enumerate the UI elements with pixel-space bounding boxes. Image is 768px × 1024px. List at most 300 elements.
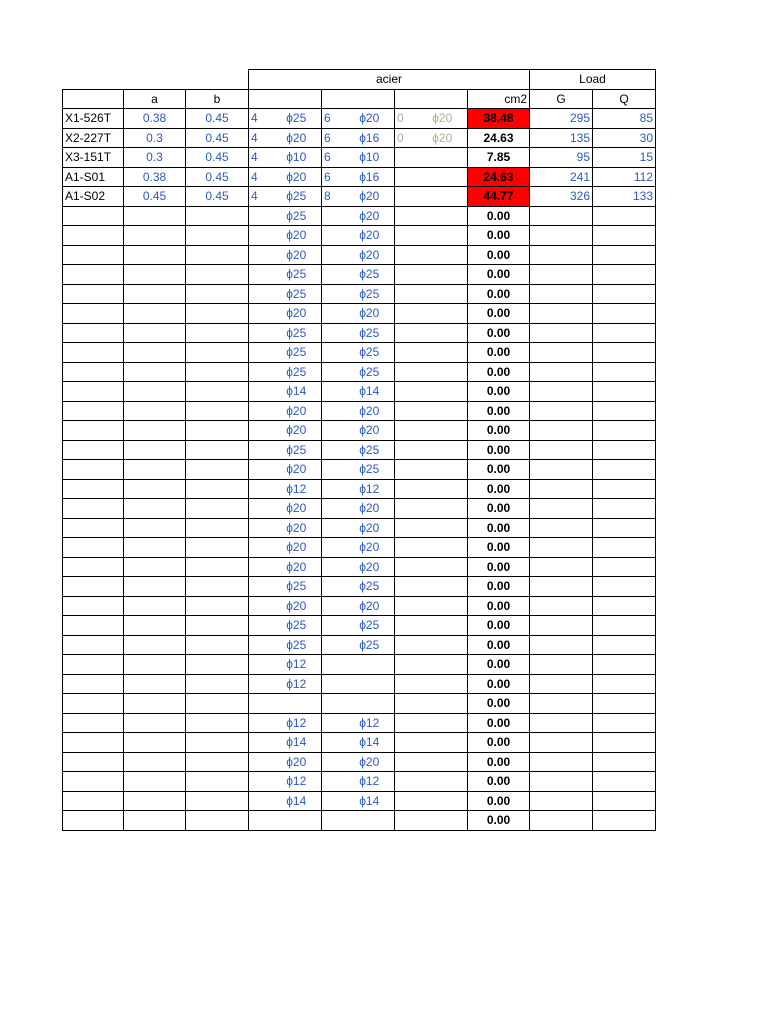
steel-area-cell[interactable]: 0.00	[468, 284, 530, 304]
bar-count-2-cell[interactable]: 6	[322, 128, 345, 148]
load-g-cell[interactable]	[530, 440, 593, 460]
bar-count-2-cell[interactable]	[322, 616, 345, 636]
b-cell[interactable]	[186, 226, 249, 246]
bar-count-2-cell[interactable]	[322, 479, 345, 499]
a-cell[interactable]	[124, 752, 186, 772]
a-cell[interactable]	[124, 499, 186, 519]
name-cell[interactable]	[63, 538, 124, 558]
name-cell[interactable]	[63, 616, 124, 636]
header-cell[interactable]	[395, 89, 418, 109]
load-g-cell[interactable]	[530, 421, 593, 441]
name-cell[interactable]	[63, 655, 124, 675]
b-cell[interactable]	[186, 284, 249, 304]
load-g-cell[interactable]	[530, 362, 593, 382]
bar-diameter-1-cell[interactable]: ϕ20	[272, 538, 322, 558]
bar-diameter-3-cell[interactable]	[418, 421, 468, 441]
steel-area-cell[interactable]: 0.00	[468, 304, 530, 324]
load-q-cell[interactable]	[593, 323, 656, 343]
bar-count-1-cell[interactable]: 4	[249, 109, 272, 129]
bar-diameter-2-cell[interactable]: ϕ25	[345, 362, 395, 382]
bar-diameter-1-cell[interactable]	[272, 811, 322, 831]
load-g-cell[interactable]: 326	[530, 187, 593, 207]
b-cell[interactable]	[186, 577, 249, 597]
bar-diameter-1-cell[interactable]: ϕ20	[272, 752, 322, 772]
load-g-cell[interactable]	[530, 616, 593, 636]
bar-diameter-2-cell[interactable]: ϕ25	[345, 460, 395, 480]
bar-count-1-cell[interactable]	[249, 635, 272, 655]
bar-diameter-3-cell[interactable]	[418, 148, 468, 168]
load-q-cell[interactable]	[593, 518, 656, 538]
bar-diameter-2-cell[interactable]: ϕ25	[345, 440, 395, 460]
bar-diameter-3-cell[interactable]	[418, 518, 468, 538]
b-cell[interactable]: 0.45	[186, 128, 249, 148]
bar-count-2-cell[interactable]	[322, 499, 345, 519]
b-cell[interactable]	[186, 557, 249, 577]
bar-diameter-3-cell[interactable]	[418, 655, 468, 675]
bar-diameter-3-cell[interactable]	[418, 772, 468, 792]
bar-diameter-3-cell[interactable]	[418, 674, 468, 694]
load-q-cell[interactable]	[593, 284, 656, 304]
bar-diameter-3-cell[interactable]	[418, 187, 468, 207]
bar-count-2-cell[interactable]	[322, 772, 345, 792]
bar-diameter-3-cell[interactable]	[418, 226, 468, 246]
a-cell[interactable]	[124, 440, 186, 460]
bar-diameter-3-cell[interactable]	[418, 245, 468, 265]
steel-area-cell[interactable]: 0.00	[468, 674, 530, 694]
bar-diameter-2-cell[interactable]: ϕ20	[345, 421, 395, 441]
steel-area-cell[interactable]: 0.00	[468, 382, 530, 402]
bar-diameter-3-cell[interactable]: ϕ20	[418, 128, 468, 148]
bar-diameter-2-cell[interactable]: ϕ20	[345, 518, 395, 538]
a-cell[interactable]	[124, 616, 186, 636]
load-g-cell[interactable]	[530, 401, 593, 421]
bar-diameter-2-cell[interactable]: ϕ20	[345, 596, 395, 616]
bar-diameter-2-cell[interactable]: ϕ20	[345, 206, 395, 226]
bar-diameter-3-cell[interactable]	[418, 616, 468, 636]
bar-count-1-cell[interactable]: 4	[249, 128, 272, 148]
name-cell[interactable]: X2-227T	[63, 128, 124, 148]
load-q-cell[interactable]	[593, 733, 656, 753]
bar-diameter-1-cell[interactable]: ϕ14	[272, 791, 322, 811]
bar-count-2-cell[interactable]: 6	[322, 109, 345, 129]
bar-count-2-cell[interactable]	[322, 460, 345, 480]
steel-area-cell[interactable]: 0.00	[468, 440, 530, 460]
name-cell[interactable]	[63, 206, 124, 226]
steel-area-cell[interactable]: 38.48	[468, 109, 530, 129]
steel-area-cell[interactable]: 0.00	[468, 401, 530, 421]
name-cell[interactable]	[63, 323, 124, 343]
bar-diameter-3-cell[interactable]	[418, 167, 468, 187]
load-q-cell[interactable]: 112	[593, 167, 656, 187]
bar-diameter-3-cell[interactable]	[418, 343, 468, 363]
bar-diameter-2-cell[interactable]: ϕ12	[345, 479, 395, 499]
load-g-cell[interactable]: 135	[530, 128, 593, 148]
load-g-cell[interactable]	[530, 206, 593, 226]
b-cell[interactable]	[186, 440, 249, 460]
bar-count-1-cell[interactable]	[249, 655, 272, 675]
b-cell[interactable]	[186, 421, 249, 441]
bar-count-2-cell[interactable]	[322, 791, 345, 811]
bar-diameter-1-cell[interactable]: ϕ20	[272, 226, 322, 246]
bar-count-3-cell[interactable]	[395, 655, 418, 675]
b-cell[interactable]	[186, 538, 249, 558]
load-q-cell[interactable]	[593, 674, 656, 694]
bar-diameter-1-cell[interactable]	[272, 694, 322, 714]
a-cell[interactable]	[124, 362, 186, 382]
load-g-cell[interactable]	[530, 577, 593, 597]
bar-diameter-1-cell[interactable]: ϕ25	[272, 187, 322, 207]
bar-diameter-2-cell[interactable]: ϕ20	[345, 226, 395, 246]
load-q-cell[interactable]	[593, 460, 656, 480]
name-cell[interactable]	[63, 421, 124, 441]
name-cell[interactable]	[63, 401, 124, 421]
bar-count-3-cell[interactable]	[395, 343, 418, 363]
a-cell[interactable]	[124, 518, 186, 538]
bar-diameter-1-cell[interactable]: ϕ12	[272, 674, 322, 694]
bar-count-1-cell[interactable]: 4	[249, 167, 272, 187]
bar-diameter-3-cell[interactable]	[418, 401, 468, 421]
bar-diameter-3-cell[interactable]	[418, 811, 468, 831]
load-g-cell[interactable]	[530, 538, 593, 558]
bar-count-2-cell[interactable]: 6	[322, 167, 345, 187]
bar-diameter-1-cell[interactable]: ϕ25	[272, 284, 322, 304]
bar-count-1-cell[interactable]	[249, 616, 272, 636]
bar-count-3-cell[interactable]	[395, 791, 418, 811]
bar-diameter-3-cell[interactable]	[418, 713, 468, 733]
bar-count-2-cell[interactable]	[322, 362, 345, 382]
name-cell[interactable]	[63, 694, 124, 714]
bar-count-3-cell[interactable]	[395, 323, 418, 343]
load-q-cell[interactable]	[593, 616, 656, 636]
bar-diameter-2-cell[interactable]: ϕ25	[345, 284, 395, 304]
load-q-cell[interactable]	[593, 343, 656, 363]
a-cell[interactable]	[124, 811, 186, 831]
steel-area-cell[interactable]: 0.00	[468, 811, 530, 831]
a-cell[interactable]: 0.38	[124, 109, 186, 129]
bar-count-1-cell[interactable]: 4	[249, 187, 272, 207]
bar-diameter-3-cell[interactable]	[418, 733, 468, 753]
bar-diameter-3-cell[interactable]	[418, 694, 468, 714]
bar-count-2-cell[interactable]	[322, 265, 345, 285]
bar-diameter-1-cell[interactable]: ϕ14	[272, 382, 322, 402]
bar-count-3-cell[interactable]	[395, 479, 418, 499]
bar-count-1-cell[interactable]	[249, 791, 272, 811]
bar-diameter-2-cell[interactable]: ϕ20	[345, 752, 395, 772]
name-cell[interactable]	[63, 226, 124, 246]
load-g-cell[interactable]	[530, 304, 593, 324]
name-cell[interactable]	[63, 557, 124, 577]
load-g-cell[interactable]: 295	[530, 109, 593, 129]
bar-count-3-cell[interactable]	[395, 752, 418, 772]
b-cell[interactable]	[186, 733, 249, 753]
bar-count-3-cell[interactable]	[395, 499, 418, 519]
bar-count-2-cell[interactable]	[322, 596, 345, 616]
bar-diameter-1-cell[interactable]: ϕ20	[272, 421, 322, 441]
bar-count-2-cell[interactable]	[322, 382, 345, 402]
steel-area-cell[interactable]: 0.00	[468, 421, 530, 441]
a-cell[interactable]	[124, 713, 186, 733]
b-cell[interactable]	[186, 499, 249, 519]
bar-count-3-cell[interactable]	[395, 148, 418, 168]
bar-diameter-1-cell[interactable]: ϕ12	[272, 479, 322, 499]
a-cell[interactable]	[124, 596, 186, 616]
load-q-cell[interactable]: 30	[593, 128, 656, 148]
name-cell[interactable]	[63, 460, 124, 480]
bar-count-2-cell[interactable]	[322, 538, 345, 558]
header-cell[interactable]	[322, 89, 345, 109]
bar-diameter-3-cell[interactable]	[418, 440, 468, 460]
column-header-b[interactable]: b	[186, 89, 249, 109]
load-g-cell[interactable]	[530, 226, 593, 246]
steel-area-cell[interactable]: 0.00	[468, 538, 530, 558]
bar-count-3-cell[interactable]	[395, 713, 418, 733]
b-cell[interactable]: 0.45	[186, 187, 249, 207]
b-cell[interactable]	[186, 713, 249, 733]
column-header-a[interactable]: a	[124, 89, 186, 109]
bar-count-1-cell[interactable]	[249, 206, 272, 226]
bar-diameter-1-cell[interactable]: ϕ20	[272, 460, 322, 480]
name-cell[interactable]: A1-S01	[63, 167, 124, 187]
steel-area-cell[interactable]: 0.00	[468, 733, 530, 753]
b-cell[interactable]	[186, 596, 249, 616]
load-q-cell[interactable]: 133	[593, 187, 656, 207]
column-header-cm2[interactable]: cm2	[468, 89, 530, 109]
bar-count-3-cell[interactable]	[395, 440, 418, 460]
load-q-cell[interactable]	[593, 694, 656, 714]
bar-count-3-cell[interactable]	[395, 401, 418, 421]
bar-count-2-cell[interactable]	[322, 655, 345, 675]
a-cell[interactable]	[124, 343, 186, 363]
bar-count-1-cell[interactable]	[249, 577, 272, 597]
a-cell[interactable]	[124, 421, 186, 441]
load-g-cell[interactable]	[530, 635, 593, 655]
bar-count-1-cell[interactable]	[249, 596, 272, 616]
bar-count-2-cell[interactable]	[322, 421, 345, 441]
steel-area-cell[interactable]: 24.63	[468, 128, 530, 148]
b-cell[interactable]	[186, 752, 249, 772]
steel-area-cell[interactable]: 0.00	[468, 655, 530, 675]
bar-diameter-2-cell[interactable]: ϕ16	[345, 167, 395, 187]
steel-area-cell[interactable]: 0.00	[468, 713, 530, 733]
bar-diameter-2-cell[interactable]: ϕ20	[345, 109, 395, 129]
bar-count-3-cell[interactable]: 0	[395, 109, 418, 129]
bar-count-1-cell[interactable]	[249, 245, 272, 265]
b-cell[interactable]	[186, 343, 249, 363]
bar-diameter-1-cell[interactable]: ϕ12	[272, 713, 322, 733]
bar-count-3-cell[interactable]	[395, 694, 418, 714]
bar-count-2-cell[interactable]	[322, 206, 345, 226]
bar-count-3-cell[interactable]	[395, 421, 418, 441]
header-cell[interactable]	[418, 89, 468, 109]
bar-count-2-cell[interactable]	[322, 752, 345, 772]
bar-diameter-1-cell[interactable]: ϕ25	[272, 440, 322, 460]
bar-diameter-3-cell[interactable]	[418, 206, 468, 226]
steel-area-cell[interactable]: 44.77	[468, 187, 530, 207]
bar-diameter-1-cell[interactable]: ϕ10	[272, 148, 322, 168]
load-q-cell[interactable]	[593, 245, 656, 265]
bar-diameter-3-cell[interactable]	[418, 382, 468, 402]
bar-diameter-2-cell[interactable]: ϕ20	[345, 304, 395, 324]
b-cell[interactable]	[186, 206, 249, 226]
load-q-cell[interactable]	[593, 557, 656, 577]
a-cell[interactable]	[124, 694, 186, 714]
b-cell[interactable]	[186, 674, 249, 694]
bar-count-1-cell[interactable]	[249, 362, 272, 382]
b-cell[interactable]: 0.45	[186, 109, 249, 129]
b-cell[interactable]	[186, 655, 249, 675]
bar-count-3-cell[interactable]	[395, 596, 418, 616]
load-q-cell[interactable]	[593, 421, 656, 441]
bar-diameter-2-cell[interactable]: ϕ25	[345, 577, 395, 597]
bar-count-2-cell[interactable]	[322, 674, 345, 694]
bar-diameter-2-cell[interactable]: ϕ20	[345, 538, 395, 558]
bar-diameter-2-cell[interactable]: ϕ12	[345, 772, 395, 792]
bar-count-2-cell[interactable]	[322, 440, 345, 460]
a-cell[interactable]	[124, 772, 186, 792]
bar-count-3-cell[interactable]	[395, 674, 418, 694]
column-header-g[interactable]: G	[530, 89, 593, 109]
load-q-cell[interactable]: 15	[593, 148, 656, 168]
name-column-header[interactable]	[63, 89, 124, 109]
bar-count-3-cell[interactable]	[395, 284, 418, 304]
a-cell[interactable]: 0.45	[124, 187, 186, 207]
bar-count-1-cell[interactable]	[249, 265, 272, 285]
steel-area-cell[interactable]: 0.00	[468, 596, 530, 616]
bar-count-1-cell[interactable]	[249, 752, 272, 772]
bar-count-2-cell[interactable]	[322, 343, 345, 363]
bar-diameter-3-cell[interactable]	[418, 635, 468, 655]
bar-diameter-3-cell[interactable]	[418, 791, 468, 811]
bar-count-2-cell[interactable]: 8	[322, 187, 345, 207]
name-cell[interactable]	[63, 713, 124, 733]
steel-area-cell[interactable]: 7.85	[468, 148, 530, 168]
a-cell[interactable]	[124, 323, 186, 343]
load-q-cell[interactable]	[593, 304, 656, 324]
bar-count-1-cell[interactable]	[249, 284, 272, 304]
bar-count-3-cell[interactable]	[395, 265, 418, 285]
load-group-header[interactable]: Load	[530, 70, 656, 90]
name-cell[interactable]	[63, 811, 124, 831]
bar-count-3-cell[interactable]	[395, 304, 418, 324]
steel-area-cell[interactable]: 0.00	[468, 772, 530, 792]
a-cell[interactable]	[124, 655, 186, 675]
bar-count-3-cell[interactable]	[395, 538, 418, 558]
load-g-cell[interactable]	[530, 382, 593, 402]
load-g-cell[interactable]	[530, 674, 593, 694]
bar-diameter-3-cell[interactable]	[418, 577, 468, 597]
a-cell[interactable]	[124, 245, 186, 265]
load-q-cell[interactable]	[593, 538, 656, 558]
b-cell[interactable]	[186, 616, 249, 636]
bar-count-1-cell[interactable]	[249, 323, 272, 343]
load-q-cell[interactable]: 85	[593, 109, 656, 129]
bar-count-2-cell[interactable]	[322, 694, 345, 714]
name-cell[interactable]	[63, 499, 124, 519]
bar-count-3-cell[interactable]	[395, 557, 418, 577]
bar-diameter-2-cell[interactable]: ϕ12	[345, 713, 395, 733]
bar-diameter-3-cell[interactable]	[418, 265, 468, 285]
name-cell[interactable]	[63, 245, 124, 265]
bar-diameter-2-cell[interactable]: ϕ20	[345, 187, 395, 207]
b-cell[interactable]	[186, 694, 249, 714]
load-q-cell[interactable]	[593, 265, 656, 285]
load-q-cell[interactable]	[593, 226, 656, 246]
a-cell[interactable]	[124, 382, 186, 402]
a-cell[interactable]	[124, 206, 186, 226]
bar-diameter-1-cell[interactable]: ϕ20	[272, 596, 322, 616]
name-cell[interactable]	[63, 479, 124, 499]
bar-count-1-cell[interactable]	[249, 772, 272, 792]
bar-count-1-cell[interactable]	[249, 401, 272, 421]
load-g-cell[interactable]: 95	[530, 148, 593, 168]
b-cell[interactable]	[186, 635, 249, 655]
steel-area-cell[interactable]: 0.00	[468, 616, 530, 636]
header-cell[interactable]	[345, 89, 395, 109]
b-cell[interactable]: 0.45	[186, 167, 249, 187]
load-q-cell[interactable]	[593, 635, 656, 655]
steel-area-cell[interactable]: 0.00	[468, 557, 530, 577]
load-q-cell[interactable]	[593, 772, 656, 792]
bar-count-3-cell[interactable]	[395, 733, 418, 753]
b-cell[interactable]	[186, 791, 249, 811]
name-cell[interactable]	[63, 382, 124, 402]
load-g-cell[interactable]	[530, 752, 593, 772]
name-cell[interactable]	[63, 284, 124, 304]
bar-count-3-cell[interactable]	[395, 206, 418, 226]
bar-diameter-2-cell[interactable]: ϕ20	[345, 557, 395, 577]
bar-diameter-3-cell[interactable]	[418, 284, 468, 304]
bar-count-1-cell[interactable]	[249, 421, 272, 441]
a-cell[interactable]	[124, 557, 186, 577]
bar-count-1-cell[interactable]	[249, 440, 272, 460]
load-q-cell[interactable]	[593, 713, 656, 733]
bar-diameter-2-cell[interactable]: ϕ25	[345, 616, 395, 636]
bar-count-3-cell[interactable]	[395, 635, 418, 655]
bar-diameter-1-cell[interactable]: ϕ25	[272, 577, 322, 597]
bar-count-2-cell[interactable]	[322, 713, 345, 733]
bar-diameter-1-cell[interactable]: ϕ25	[272, 635, 322, 655]
bar-diameter-2-cell[interactable]: ϕ14	[345, 791, 395, 811]
load-g-cell[interactable]	[530, 245, 593, 265]
bar-diameter-3-cell[interactable]	[418, 304, 468, 324]
header-cell[interactable]	[249, 89, 272, 109]
bar-diameter-3-cell[interactable]: ϕ20	[418, 109, 468, 129]
b-cell[interactable]	[186, 401, 249, 421]
bar-count-3-cell[interactable]	[395, 226, 418, 246]
load-g-cell[interactable]	[530, 557, 593, 577]
bar-diameter-1-cell[interactable]: ϕ25	[272, 343, 322, 363]
bar-count-2-cell[interactable]	[322, 304, 345, 324]
load-g-cell[interactable]	[530, 323, 593, 343]
bar-diameter-3-cell[interactable]	[418, 752, 468, 772]
bar-diameter-2-cell[interactable]: ϕ25	[345, 635, 395, 655]
bar-count-1-cell[interactable]: 4	[249, 148, 272, 168]
a-cell[interactable]	[124, 304, 186, 324]
load-q-cell[interactable]	[593, 596, 656, 616]
bar-diameter-2-cell[interactable]: ϕ14	[345, 733, 395, 753]
b-cell[interactable]	[186, 362, 249, 382]
bar-diameter-2-cell[interactable]: ϕ25	[345, 323, 395, 343]
load-q-cell[interactable]	[593, 655, 656, 675]
bar-diameter-2-cell[interactable]: ϕ20	[345, 245, 395, 265]
bar-diameter-2-cell[interactable]	[345, 694, 395, 714]
bar-count-2-cell[interactable]	[322, 245, 345, 265]
bar-diameter-1-cell[interactable]: ϕ20	[272, 128, 322, 148]
bar-count-1-cell[interactable]	[249, 733, 272, 753]
bar-count-2-cell[interactable]	[322, 557, 345, 577]
name-cell[interactable]: A1-S02	[63, 187, 124, 207]
load-q-cell[interactable]	[593, 499, 656, 519]
